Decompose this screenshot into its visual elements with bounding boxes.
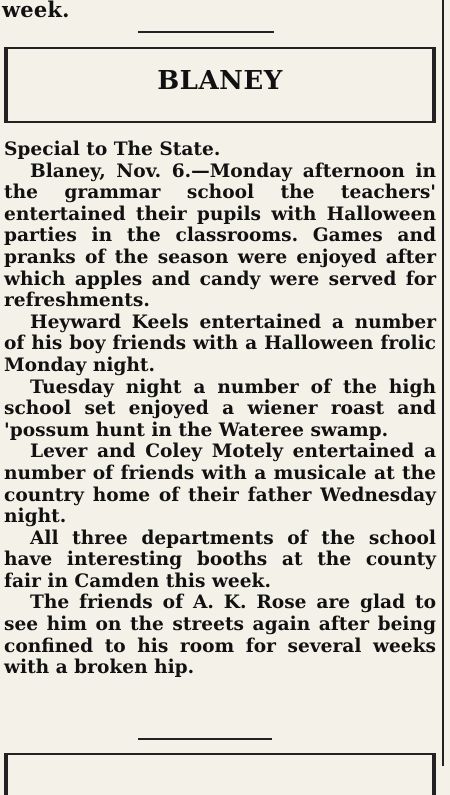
previous-article-tail: week. [2, 0, 70, 22]
headline-box [4, 47, 436, 123]
next-article-box [4, 753, 436, 795]
article-paragraph: Heyward Keels entertained a number of his boy friends with a Halloween frolic Monday night. [4, 311, 436, 376]
article-paragraph: All three departments of the school have interesting booths at the county fair in Camden this week. [4, 527, 436, 592]
article-headline: BLANEY [157, 66, 283, 96]
article-separator-top [138, 31, 274, 33]
article-separator-bottom [138, 738, 272, 740]
article-paragraph: Blaney, Nov. 6.—Monday afternoon in the grammar school the teachers' entertained their pupils with Halloween parties in the classrooms. Games and pranks of the season were enjoyed after which apples and candy were served for refreshments. [4, 160, 436, 312]
article-paragraph: Lever and Coley Motely entertained a number of friends with a musicale at the country home of their father Wednesday night. [4, 441, 436, 528]
article-body [4, 139, 436, 679]
column-rule [442, 0, 444, 766]
article-byline: Special to The State. [4, 139, 221, 160]
article-paragraph: The friends of A. K. Rose are glad to see him on the streets again after being confined to his room for several weeks with a broken hip. [4, 592, 436, 679]
article-paragraph: Tuesday night a number of the high school set enjoyed a wiener roast and 'possum hunt in the Wateree swamp. [4, 376, 436, 441]
